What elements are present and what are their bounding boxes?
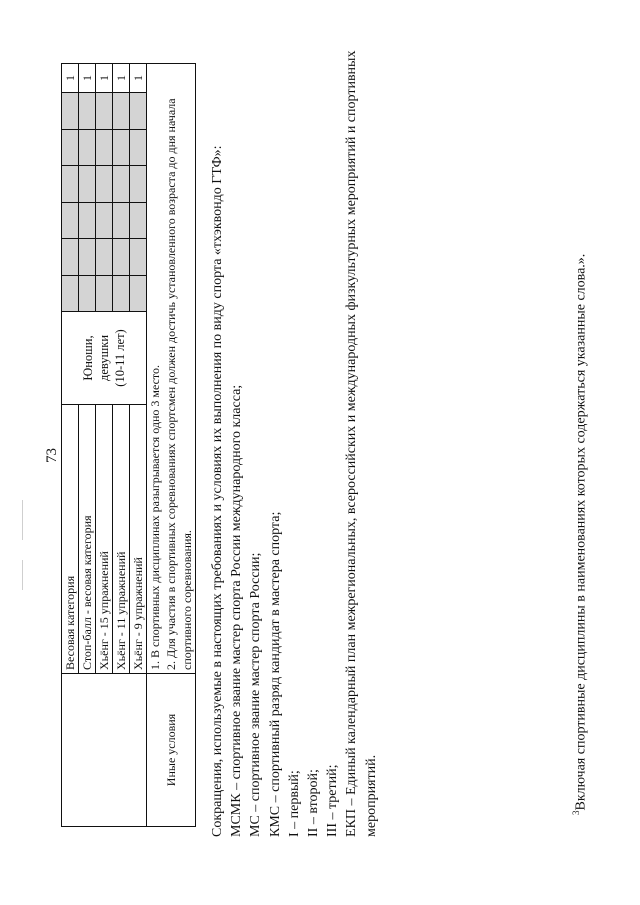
- shaded-cell: [96, 166, 113, 202]
- footnote: [567, 95, 591, 815]
- scan-mark: [22, 500, 23, 540]
- abbreviation-line: ЕКП – Единый календарный план межрегиональных, всероссийских и международных физкультурных мероприятий и спортивных мероприятий.: [344, 50, 379, 837]
- shaded-cell: [62, 93, 79, 130]
- table-cell: 1: [113, 64, 130, 93]
- shaded-cell: [96, 239, 113, 275]
- shaded-cell: [79, 275, 96, 311]
- table-row-conditions: [147, 64, 196, 827]
- shaded-cell: [62, 129, 79, 165]
- shaded-cell: [79, 129, 96, 165]
- shaded-cell: [130, 93, 147, 130]
- requirements-table: [61, 63, 196, 827]
- table-row: [62, 64, 79, 827]
- shaded-cell: [130, 275, 147, 311]
- condition-item: 2. Для участия в спортивных соревнованиях спортсмен должен достичь установленного возраста до дня начала спортивного соревнования.: [164, 98, 194, 670]
- table-cell: 1: [79, 64, 96, 93]
- shaded-cell: [130, 202, 147, 238]
- shaded-cell: [79, 239, 96, 275]
- shaded-cell: [96, 275, 113, 311]
- conditions-cell: [147, 64, 196, 674]
- abbreviation-line: I – первый;: [286, 770, 302, 837]
- shaded-cell: [113, 166, 130, 202]
- table-cell: 1: [62, 64, 79, 93]
- table-cell: Хьёнг - 11 упражнений: [113, 405, 130, 674]
- footnote-text: Включая спортивные дисциплины в наименованиях которых содержаться указанные слова.».: [573, 253, 589, 811]
- shaded-cell: [130, 239, 147, 275]
- footnote-mark: 3: [571, 810, 581, 815]
- age-group-line: Юноши,: [81, 335, 95, 381]
- shaded-cell: [62, 275, 79, 311]
- abbreviation-line: III – третий;: [325, 764, 341, 837]
- shaded-cell: [79, 93, 96, 130]
- age-group-cell: [62, 312, 147, 405]
- shaded-cell: [96, 129, 113, 165]
- table-cell-empty: [62, 674, 147, 827]
- table-cell: Хьёнг - 9 упражнений: [130, 405, 147, 674]
- scan-mark: [22, 560, 23, 590]
- table-cell: Весовая категория: [62, 405, 79, 674]
- shaded-cell: [79, 166, 96, 202]
- table-cell: 1: [130, 64, 147, 93]
- abbreviations-block: [208, 37, 381, 837]
- shaded-cell: [62, 239, 79, 275]
- shaded-cell: [62, 166, 79, 202]
- shaded-cell: [62, 202, 79, 238]
- shaded-cell: [96, 93, 113, 130]
- abbreviation-line: II – второй;: [306, 769, 322, 837]
- table-cell: Хьёнг - 15 упражнений: [96, 405, 113, 674]
- shaded-cell: [113, 202, 130, 238]
- abbreviation-line: МСМК – спортивное звание мастер спорта России международного класса;: [229, 384, 245, 837]
- shaded-cell: [130, 166, 147, 202]
- shaded-cell: [130, 129, 147, 165]
- shaded-cell: [113, 93, 130, 130]
- condition-item: 1. В спортивных дисциплинах разыгрывается одно 3 место.: [148, 364, 162, 670]
- abbreviation-line: МС – спортивное звание мастер спорта России;: [248, 552, 264, 837]
- shaded-cell: [79, 202, 96, 238]
- shaded-cell: [96, 202, 113, 238]
- abbreviation-line: КМС – спортивный разряд кандидат в мастера спорта;: [267, 511, 283, 837]
- shaded-cell: [113, 129, 130, 165]
- conditions-label: Иные условия: [147, 674, 196, 827]
- table-cell: 1: [96, 64, 113, 93]
- page-number: 73: [44, 448, 60, 463]
- abbreviations-intro: Сокращения, используемые в настоящих требованиях и условиях их выполнения по виду спорта «тхэквондо ГТФ»:: [210, 145, 225, 837]
- shaded-cell: [113, 275, 130, 311]
- table-cell: Стоп-балл - весовая категория: [79, 405, 96, 674]
- shaded-cell: [113, 239, 130, 275]
- age-group-line: (10-11 лет): [113, 329, 127, 387]
- age-group-line: девушки: [97, 334, 111, 382]
